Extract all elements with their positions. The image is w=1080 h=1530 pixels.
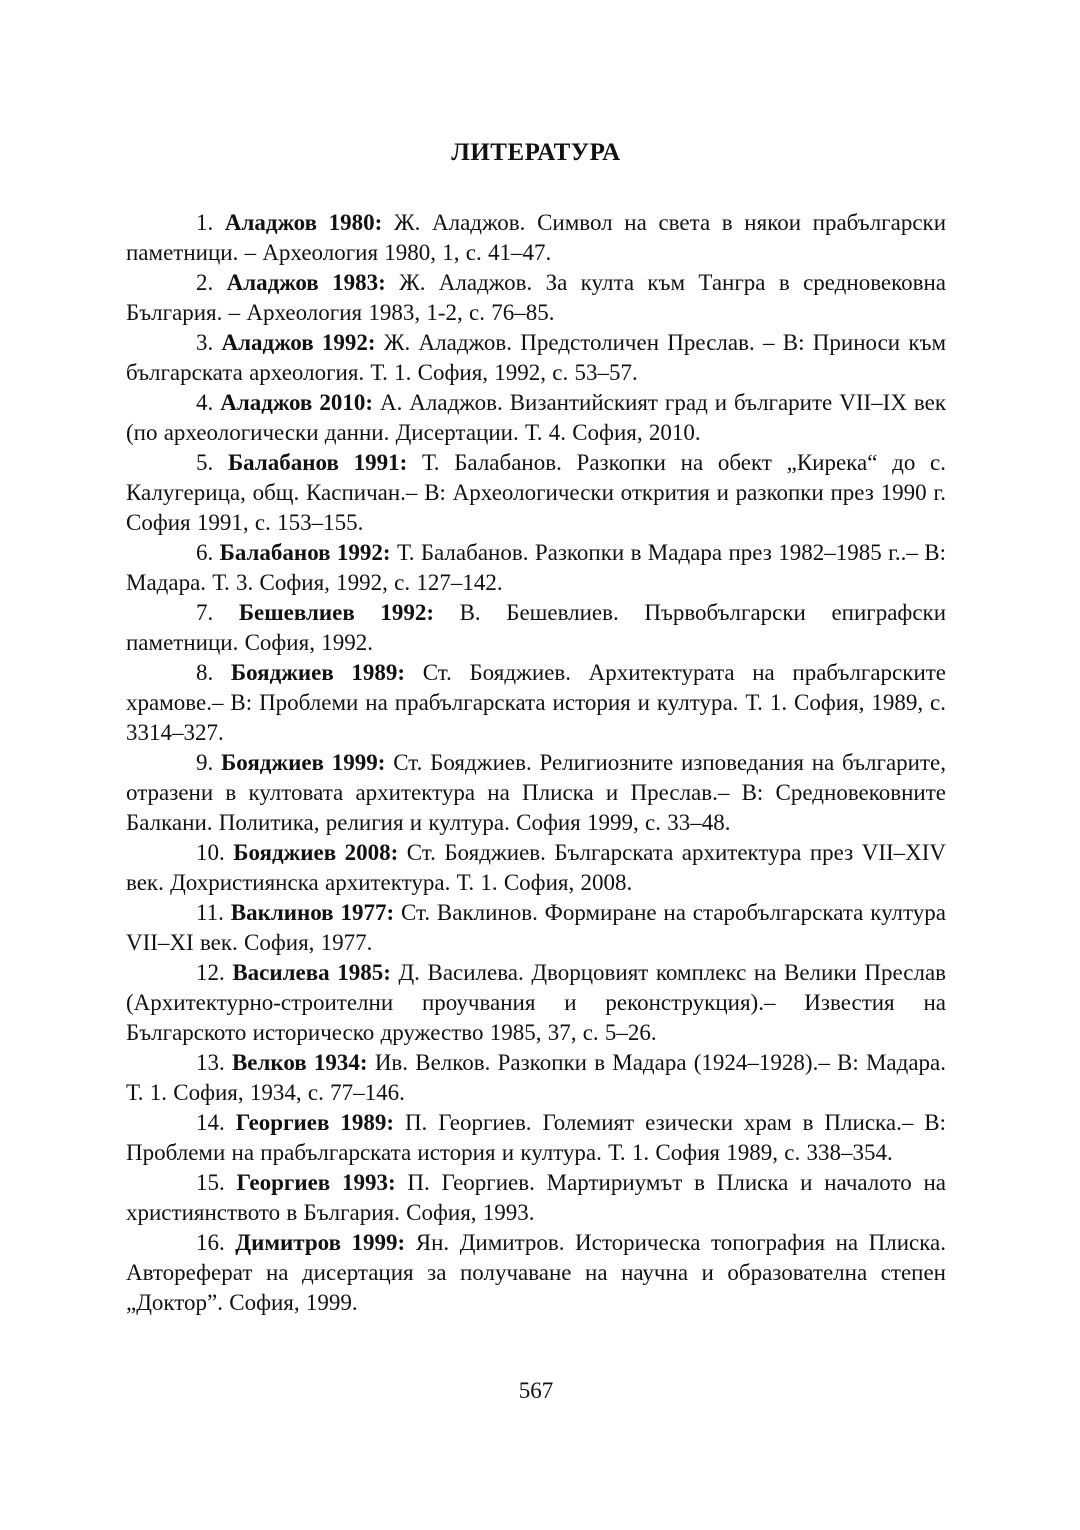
bibliography-section (126, 138, 946, 1318)
reference-key: Аладжов 1980: (224, 210, 383, 235)
reference-key: Бояджиев 1989: (230, 660, 406, 685)
reference-key: Велков 1934: (231, 1050, 368, 1075)
reference-entry (126, 388, 946, 448)
reference-text: П. Георгиев. Мартириумът в Плиска и началото на християнството в България. София, 1993. (126, 1170, 946, 1225)
reference-text: Ст. Бояджиев. Българската архитектура през VII–XIV век. Дохристиянска архитектура. Т. 1. София, 2008. (126, 840, 947, 895)
reference-entry (126, 898, 946, 958)
reference-key: Георгиев 1993: (236, 1170, 396, 1195)
reference-entry (126, 328, 946, 388)
reference-entry (126, 538, 946, 598)
reference-text: Д. Василева. Дворцовият комплекс на Велики Преслав (Архитектурно-строителни проучвания и реконструкция).– Известия на Българското историческо дружество 1985, 37, с. 5–26. (126, 960, 947, 1045)
reference-number: 6. (196, 540, 214, 565)
reference-text: П. Георгиев. Големият езически храм в Плиска.– В: Проблеми на прабългарската история и култура. Т. 1. София 1989, с. 338–354. (126, 1110, 946, 1165)
reference-text: Ст. Ваклинов. Формиране на старобългарската култура VII–XI век. София, 1977. (126, 900, 946, 955)
reference-entry (126, 1048, 946, 1108)
reference-text: Ж. Аладжов. За култа към Тангра в средновековна България. – Археология 1983, 1-2, с. 76–85. (126, 270, 947, 325)
reference-key: Димитров 1999: (235, 1230, 406, 1255)
reference-key: Бояджиев 2008: (233, 840, 399, 865)
reference-text: Т. Балабанов. Разкопки на обект „Кирека“ до с. Калугерица, общ. Каспичан.– В: Археологически открития и разкопки през 1990 г. София 1991, с. 153–155. (126, 450, 947, 535)
reference-entry (126, 1108, 946, 1168)
reference-number: 7. (196, 600, 214, 625)
reference-entry (126, 748, 946, 838)
reference-number: 14. (196, 1110, 225, 1135)
reference-entry (126, 268, 946, 328)
reference-key: Аладжов 1983: (226, 270, 386, 295)
reference-number: 2. (196, 270, 214, 295)
reference-number: 3. (196, 330, 214, 355)
reference-entry (126, 1228, 946, 1318)
reference-key: Бешевлиев 1992: (238, 600, 435, 625)
reference-text: Ст. Бояджиев. Религиозните изповедания на българите, отразени в култовата архитектура на Плиска и Преслав.– В: Средновековните Балкани. Политика, религия и култура. София 1999, с. 33–48. (126, 750, 946, 835)
reference-number: 10. (196, 840, 225, 865)
reference-entry (126, 658, 946, 748)
reference-entry (126, 838, 946, 898)
reference-text: Ж. Аладжов. Предстоличен Преслав. – В: Приноси към българската археология. Т. 1. София, 1992, с. 53–57. (126, 330, 947, 385)
page-number: 567 (518, 1378, 554, 1403)
reference-number: 15. (196, 1170, 225, 1195)
reference-key: Василева 1985: (232, 960, 391, 985)
page-title: ЛИТЕРАТУРА (451, 139, 621, 166)
reference-text: Ж. Аладжов. Символ на света в някои прабългарски паметници. – Археология 1980, 1, с. 41–47. (126, 210, 947, 265)
reference-key: Бояджиев 1999: (221, 750, 386, 775)
reference-number: 1. (196, 210, 214, 235)
reference-text: В. Бешевлиев. Първобългарски епиграфски паметници. София, 1992. (126, 600, 947, 655)
reference-number: 13. (196, 1050, 225, 1075)
reference-number: 12. (196, 960, 225, 985)
reference-entry (126, 448, 946, 538)
reference-number: 5. (196, 450, 214, 475)
reference-text: Ян. Димитров. Историческа топография на Плиска. Автореферат на дисертация за получаване на научна и образователна степен „Доктор”. София, 1999. (126, 1230, 947, 1315)
reference-number: 8. (196, 660, 214, 685)
reference-entry (126, 598, 946, 658)
reference-key: Аладжов 1992: (221, 330, 376, 355)
reference-key: Балабанов 1992: (219, 540, 391, 565)
reference-text: Т. Балабанов. Разкопки в Мадара през 1982–1985 г..– В: Мадара. Т. 3. София, 1992, с. 127–142. (126, 540, 947, 595)
reference-key: Георгиев 1989: (235, 1110, 394, 1135)
reference-key: Балабанов 1991: (227, 450, 408, 475)
reference-text: А. Аладжов. Византийският град и българите VII–IX век (по археологически данни. Дисертации. Т. 4. София, 2010. (126, 390, 947, 445)
reference-number: 11. (196, 900, 224, 925)
reference-text: Ст. Бояджиев. Архитектурата на прабългарските храмове.– В: Проблеми на прабългарската история и култура. Т. 1. София, 1989, с. 3314–327. (126, 660, 947, 745)
reference-key: Аладжов 2010: (220, 390, 373, 415)
reference-number: 9. (196, 750, 214, 775)
reference-text: Ив. Велков. Разкопки в Мадара (1924–1928).– В: Мадара. Т. 1. София, 1934, с. 77–146. (126, 1050, 947, 1105)
reference-number: 4. (196, 390, 214, 415)
reference-number: 16. (196, 1230, 225, 1255)
reference-entry (126, 208, 946, 268)
reference-entry (126, 958, 946, 1048)
reference-key: Ваклинов 1977: (230, 900, 395, 925)
reference-entry (126, 1168, 946, 1228)
